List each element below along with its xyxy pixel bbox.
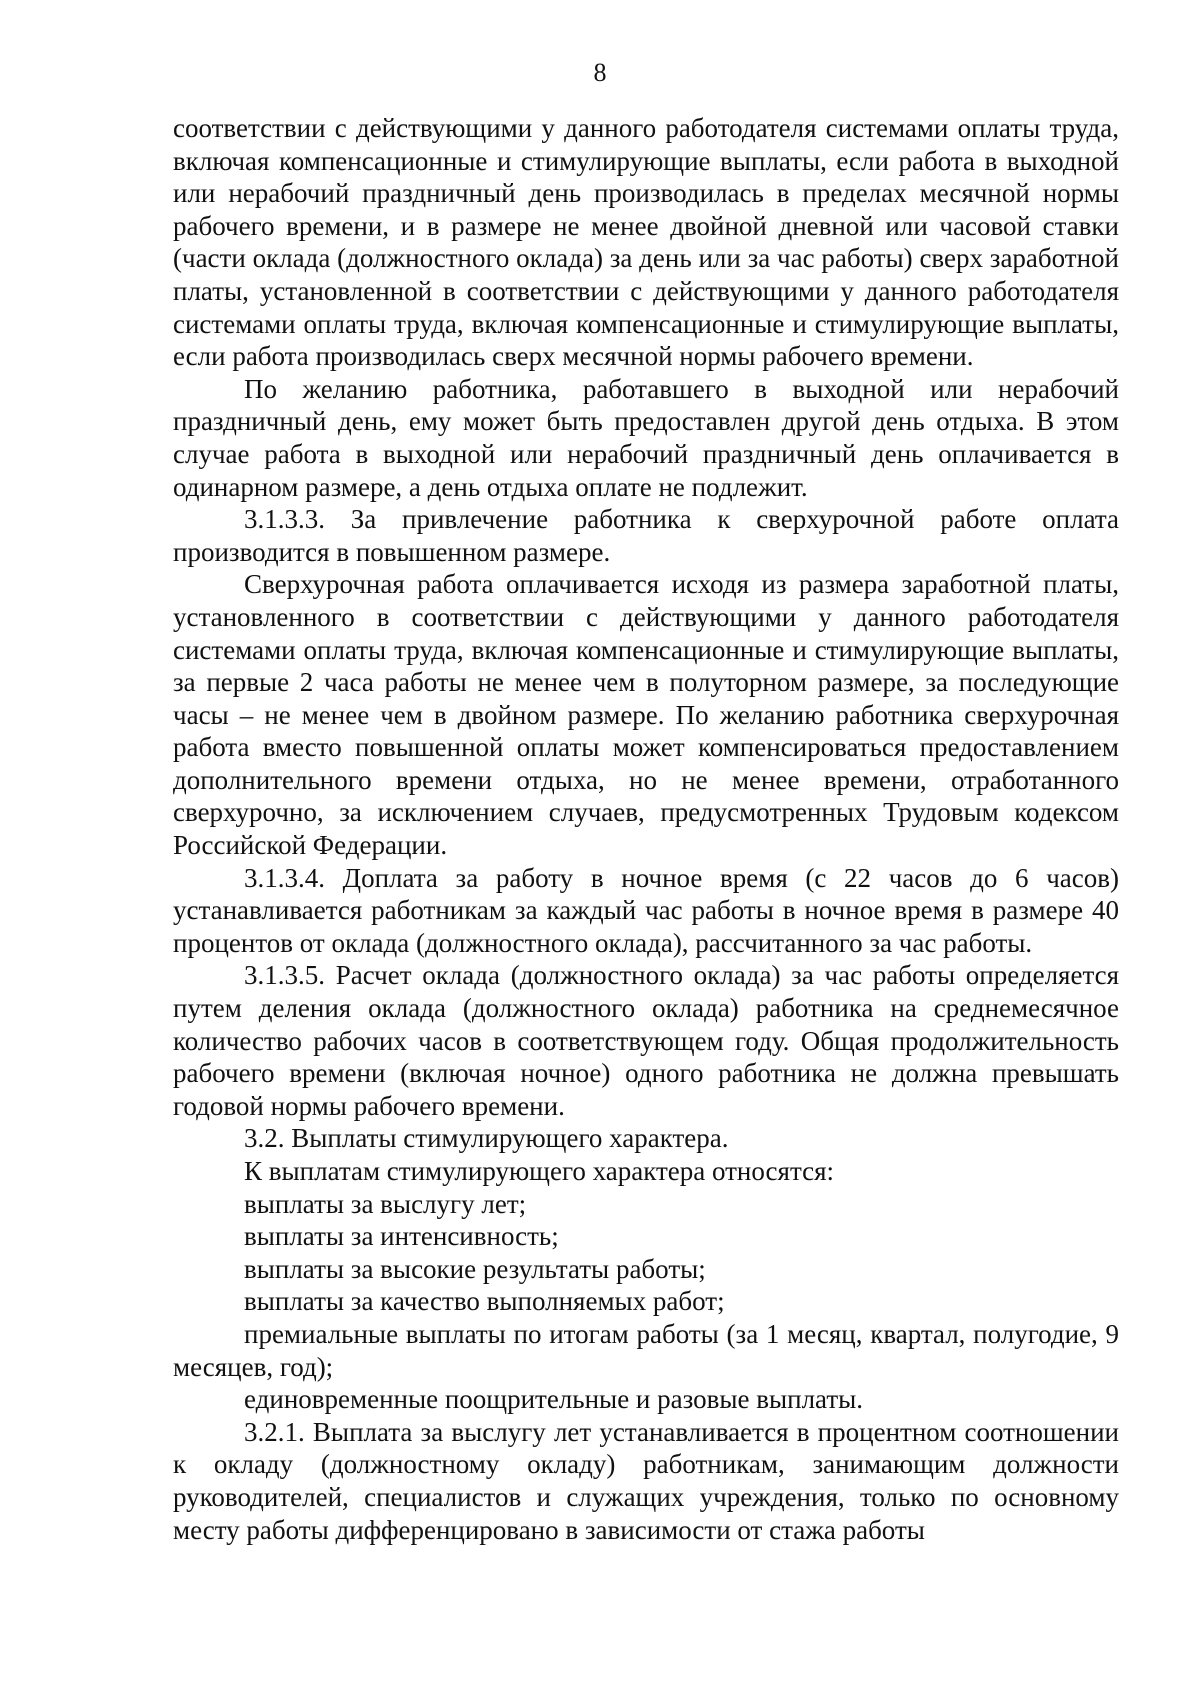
paragraph: 3.1.3.5. Расчет оклада (должностного оклада) за час работы определяется путем деления оклада (должностного оклада) работника на среднемесячное количество рабочих часов в соответствующем году. Общая продолжительность рабочего времени (включая ночное) одного работника не должна превышать годовой нормы рабочего времени.	[173, 960, 1119, 1121]
list-item: премиальные выплаты по итогам работы (за 1 месяц, квартал, полугодие, 9 месяцев, год);	[173, 1318, 1119, 1382]
section-heading: 3.2. Выплаты стимулирующего характера.	[244, 1123, 729, 1154]
paragraph: Сверхурочная работа оплачивается исходя из размера заработной платы, установленного в соответствии с действующими у данного работодателя системами оплаты труда, включая компенсационные и стимулирующие выплаты, за первые 2 часа работы не менее чем в полуторном размере, за последующие часы – не менее чем в двойном размере. По желанию работника сверхурочная работа вместо повышенной оплаты может компенсироваться предоставлением дополнительного времени отдыха, но не менее времени, отработанного сверхурочно, за исключением случаев, предусмотренных Трудовым кодексом Российской Федерации.	[173, 569, 1119, 861]
list-item: выплаты за интенсивность;	[244, 1221, 559, 1252]
paragraph: 3.1.3.4. Доплата за работу в ночное время (с 22 часов до 6 часов) устанавливается работникам за каждый час работы в ночное время в размере 40 процентов от оклада (должностного оклада), рассчитанного за час работы.	[173, 862, 1119, 958]
paragraph: 3.2.1. Выплата за выслугу лет устанавливается в процентном соотношении к окладу (должностному окладу) работникам, занимающим должности руководителей, специалистов и служащих учреждения, только по основному месту работы дифференцировано в зависимости от стажа работы	[173, 1416, 1119, 1545]
list-item: выплаты за выслугу лет;	[244, 1188, 527, 1219]
paragraph: По желанию работника, работавшего в выходной или нерабочий праздничный день, ему может быть предоставлен другой день отдыха. В этом случае работа в выходной или нерабочий праздничный день оплачивается в одинарном размере, а день отдыха оплате не подлежит.	[173, 373, 1119, 502]
list-intro: К выплатам стимулирующего характера относятся:	[244, 1156, 834, 1186]
paragraph: 3.1.3.3. За привлечение работника к сверхурочной работе оплата производится в повышенном размере.	[173, 504, 1119, 567]
document-body	[173, 112, 1119, 1546]
list-item: выплаты за высокие результаты работы;	[244, 1253, 706, 1284]
list-item: выплаты за качество выполняемых работ;	[244, 1286, 725, 1317]
page-number: 8	[593, 58, 607, 87]
paragraph: соответствии с действующими у данного работодателя системами оплаты труда, включая компенсационные и стимулирующие выплаты, если работа в выходной или нерабочий праздничный день производилась в пределах месячной нормы рабочего времени, и в размере не менее двойной дневной или часовой ставки (части оклада (должностного оклада) за день или за час работы) сверх заработной платы, установленной в соответствии с действующими у данного работодателя системами оплаты труда, включая компенсационные и стимулирующие выплаты, если работа производилась сверх месячной нормы рабочего времени.	[173, 113, 1119, 372]
list-item: единовременные поощрительные и разовые выплаты.	[244, 1384, 864, 1415]
